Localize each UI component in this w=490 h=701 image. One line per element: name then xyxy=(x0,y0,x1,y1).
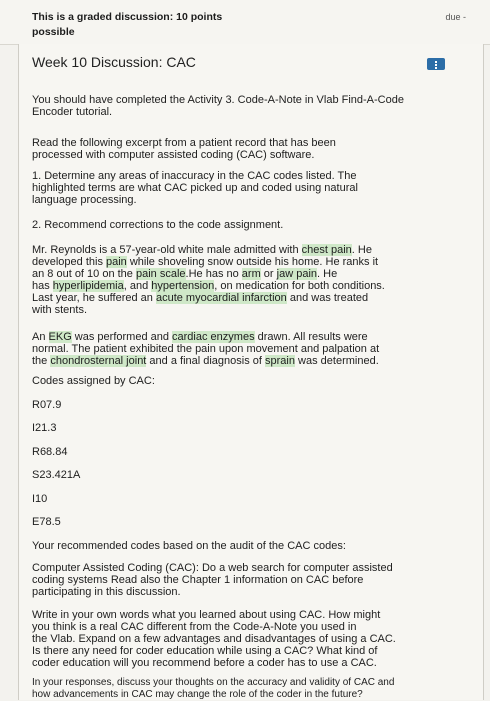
record2-line-2: normal. The patient exhibited the pain upon movement and palpation at xyxy=(32,343,380,355)
cac-line-3: participating in this discussion. xyxy=(32,586,181,598)
graded-line-2: possible xyxy=(32,26,75,38)
due-label: due - xyxy=(445,12,466,22)
graded-line-1: This is a graded discussion: 10 points xyxy=(32,11,223,23)
codes-label: Codes assigned by CAC: xyxy=(32,375,155,387)
record-line-6: with stents. xyxy=(32,304,88,316)
record2-line-3: the chondrosternal joint and a final diagnosis of sprain was determined. xyxy=(32,355,379,367)
code-item: R68.84 xyxy=(32,446,68,458)
patient-record xyxy=(32,244,385,316)
intro-text xyxy=(32,94,404,118)
cac-line-1: Computer Assisted Coding (CAC): Do a web search for computer assisted xyxy=(32,562,393,574)
code-item: I21.3 xyxy=(32,422,57,434)
write-line-5: coder education will you recommend before a coder has to use a CAC. xyxy=(32,657,377,669)
recommended-codes-prompt: Your recommended codes based on the audit of the CAC codes: xyxy=(32,540,346,552)
highlight-term: arm xyxy=(241,268,261,280)
highlight-term: jaw pain xyxy=(276,268,318,280)
highlight-term: cardiac enzymes xyxy=(172,331,255,343)
task-1 xyxy=(32,170,358,206)
code-item: I10 xyxy=(32,493,48,505)
patient-record-2 xyxy=(32,331,379,367)
record-line-4: has hyperlipidemia, and hypertension, on medication for both conditions. xyxy=(32,280,385,292)
highlight-term: pain xyxy=(106,256,127,268)
task1-line-3: language processing. xyxy=(32,194,137,206)
task1-line-1: 1. Determine any areas of inaccuracy in the CAC codes listed. The xyxy=(32,170,357,182)
highlight-term: pain scale xyxy=(135,268,186,280)
highlight-term: hypertension xyxy=(151,280,215,292)
record2-line-1: An EKG was performed and cardiac enzymes drawn. All results were xyxy=(32,331,368,343)
header-bar xyxy=(0,0,490,45)
highlight-term: hyperlipidemia xyxy=(52,280,124,292)
code-item: S23.421A xyxy=(32,469,81,481)
options-menu-icon[interactable] xyxy=(427,58,445,70)
highlight-term: acute myocardial infarction xyxy=(155,292,287,304)
responses-line-1: In your responses, discuss your thoughts on the accuracy and validity of CAC and xyxy=(32,677,395,688)
record-line-5: Last year, he suffered an acute myocardial infarction and was treated xyxy=(32,292,369,304)
write-line-2: you think is a real CAC different from the Code-A-Note you used in xyxy=(32,621,357,633)
read-line-1: Read the following excerpt from a patient record that has been xyxy=(32,137,336,149)
highlight-term: chest pain xyxy=(301,244,352,256)
highlight-term: chondrosternal joint xyxy=(50,355,147,367)
responses-line-2: how advancements in CAC may change the role of the coder in the future? xyxy=(32,689,363,700)
write-prompt xyxy=(32,609,396,669)
read-instruction xyxy=(32,137,336,161)
write-line-1: Write in your own words what you learned about using CAC. How might xyxy=(32,609,381,621)
record-line-2: developed this pain while shoveling snow outside his home. He ranks it xyxy=(32,256,379,268)
responses-prompt xyxy=(32,677,394,701)
graded-notice xyxy=(32,10,272,40)
cac-research-prompt xyxy=(32,562,393,598)
read-line-2: processed with computer assisted coding (CAC) software. xyxy=(32,149,315,161)
record-line-1: Mr. Reynolds is a 57-year-old white male admitted with chest pain. He xyxy=(32,244,372,256)
code-item: E78.5 xyxy=(32,516,61,528)
code-item: R07.9 xyxy=(32,399,62,411)
highlight-term: sprain xyxy=(265,355,295,367)
record-line-3: an 8 out of 10 on the pain scale.He has no arm or jaw pain. He xyxy=(32,268,338,280)
highlight-term: EKG xyxy=(48,331,72,343)
intro-line-1: You should have completed the Activity 3. Code-A-Note in Vlab Find-A-Code xyxy=(32,94,404,106)
page-title: Week 10 Discussion: CAC xyxy=(32,54,196,70)
intro-line-2: Encoder tutorial. xyxy=(32,106,113,118)
write-line-3: the Vlab. Expand on a few advantages and disadvantages of using a CAC. xyxy=(32,633,396,645)
write-line-4: Is there any need for coder education while using a CAC? What kind of xyxy=(32,645,378,657)
task1-line-2: highlighted terms are what CAC picked up and coded using natural xyxy=(32,182,358,194)
cac-line-2: coding systems Read also the Chapter 1 information on CAC before xyxy=(32,574,364,586)
task-2: 2. Recommend corrections to the code assignment. xyxy=(32,219,284,231)
